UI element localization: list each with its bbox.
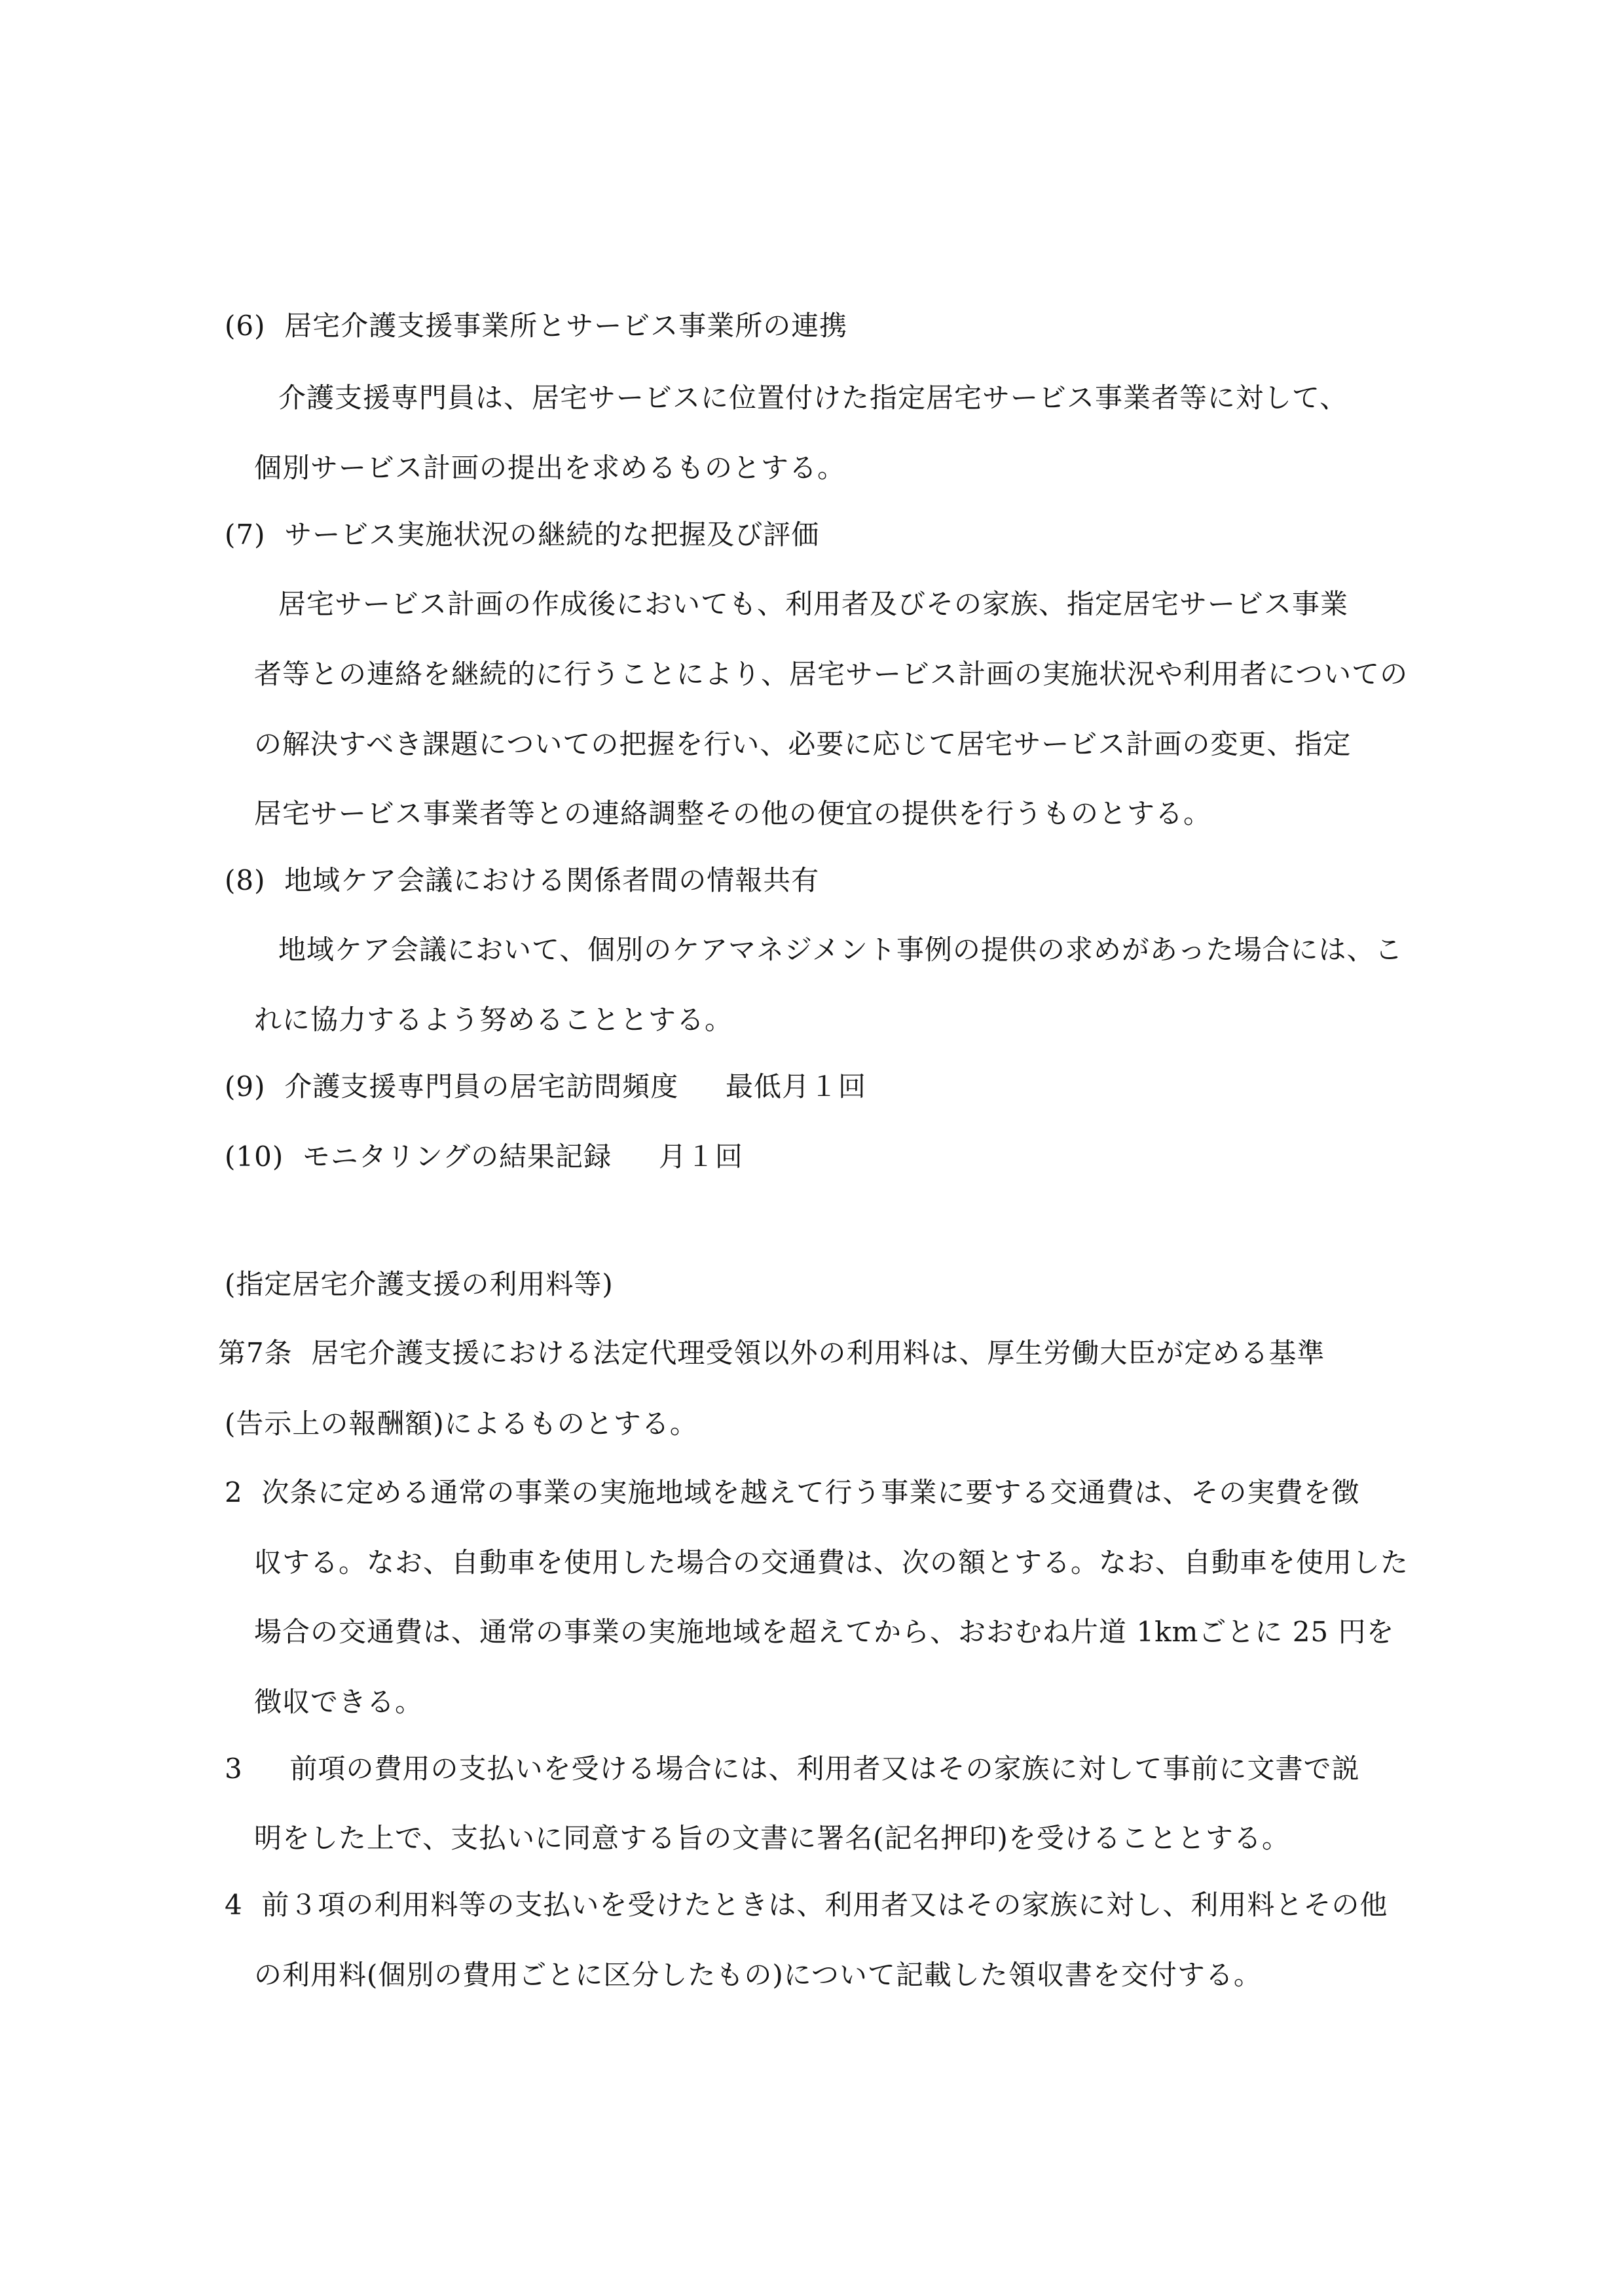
section-heading-7: (7) サービス実施状況の継続的な把握及び評価	[225, 519, 820, 551]
body-line: 居宅サービス計画の作成後においても、利用者及びその家族、指定居宅サービス事業	[278, 588, 1349, 620]
clause-2-line: 2 次条に定める通常の事業の実施地域を越えて行う事業に要する交通費は、その実費を徴	[225, 1476, 1360, 1508]
article-7-line: 第7条 居宅介護支援における法定代理受領以外の利用料は、厚生労働大臣が定める基準	[218, 1337, 1325, 1369]
body-line: 収する。なお、自動車を使用した場合の交通費は、次の額とする。なお、自動車を使用した	[254, 1546, 1409, 1578]
body-line: の利用料(個別の費用ごとに区分したもの)について記載した領収書を交付する。	[254, 1959, 1262, 1991]
body-line: 明をした上で、支払いに同意する旨の文書に署名(記名押印)を受けることとする。	[254, 1822, 1290, 1854]
clause-4-line: 4 前３項の利用料等の支払いを受けたときは、利用者又はその家族に対し、利用料とその他	[225, 1889, 1388, 1921]
body-line: 居宅サービス事業者等との連絡調整その他の便宜の提供を行うものとする。	[254, 797, 1212, 829]
section-heading-9: (9) 介護支援専門員の居宅訪問頻度 最低月１回	[225, 1070, 866, 1102]
body-line: (告示上の報酬額)によるものとする。	[225, 1408, 698, 1440]
body-line: 場合の交通費は、通常の事業の実施地域を超えてから、おおむね片道 1kmごとに 25 円を	[254, 1616, 1395, 1648]
body-line: 地域ケア会議において、個別のケアマネジメント事例の提供の求めがあった場合には、こ	[278, 934, 1403, 966]
body-line: れに協力するよう努めることとする。	[254, 1004, 733, 1036]
body-line: 徴収できる。	[254, 1686, 424, 1718]
body-line: 介護支援専門員は、居宅サービスに位置付けた指定居宅サービス事業者等に対して、	[278, 382, 1348, 414]
body-line: 個別サービス計画の提出を求めるものとする。	[254, 452, 846, 484]
article-title: (指定居宅介護支援の利用料等)	[225, 1268, 614, 1300]
section-heading-8: (8) 地域ケア会議における関係者間の情報共有	[225, 864, 820, 896]
body-line: 者等との連絡を継続的に行うことにより、居宅サービス計画の実施状況や利用者についての	[254, 658, 1409, 690]
section-heading-6: (6) 居宅介護支援事業所とサービス事業所の連携	[225, 310, 848, 342]
clause-3-line: 3 前項の費用の支払いを受ける場合には、利用者又はその家族に対して事前に文書で説	[225, 1753, 1360, 1785]
body-line: の解決すべき課題についての把握を行い、必要に応じて居宅サービス計画の変更、指定	[254, 728, 1352, 760]
section-heading-10: (10) モニタリングの結果記録 月１回	[225, 1140, 743, 1173]
